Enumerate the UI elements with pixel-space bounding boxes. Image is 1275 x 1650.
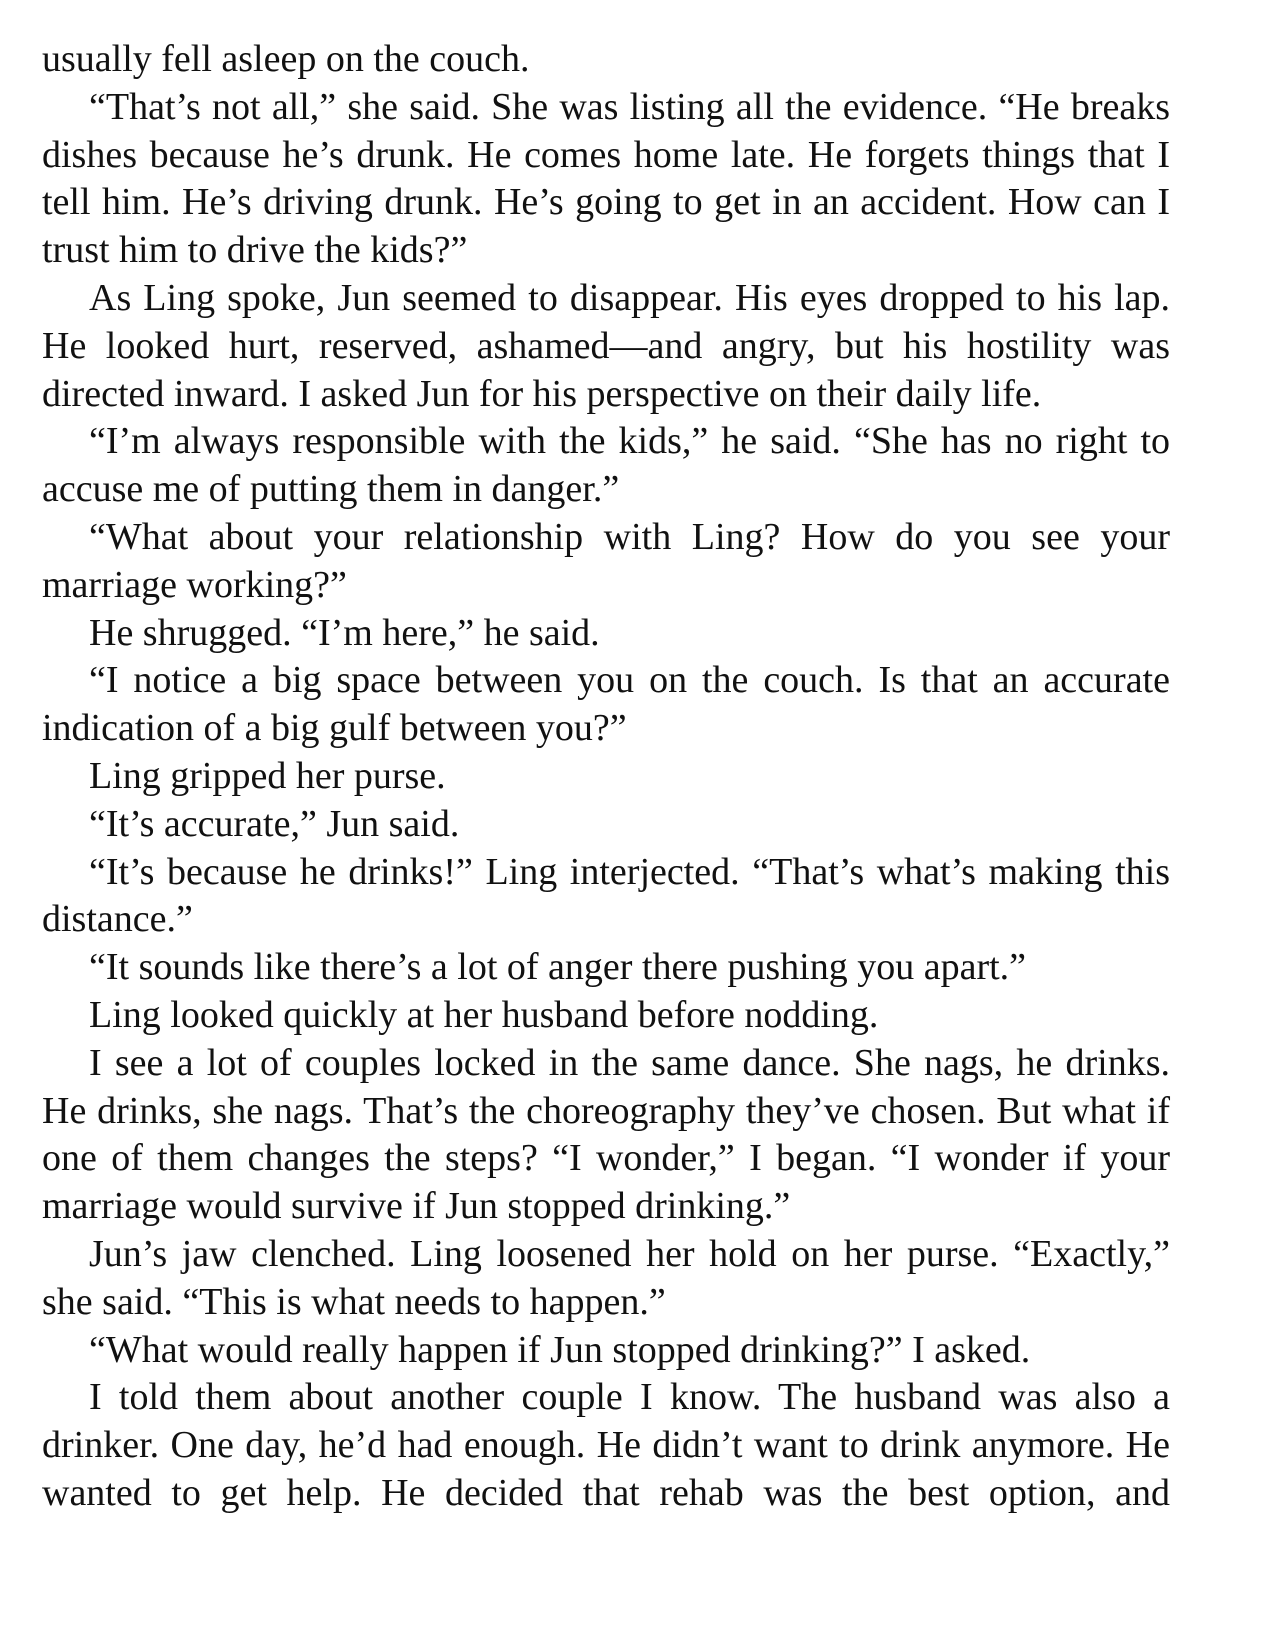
paragraph-6: He shrugged. “I’m here,” he said. bbox=[89, 611, 600, 654]
paragraph-16: I told them about another couple I know. The husband was also a drinker. One day, he’d had enough. He didn’t want to drink anymore. He wanted to get help. He decided that rehab was the best option, and bbox=[42, 1376, 1170, 1514]
paragraph-3: As Ling spoke, Jun seemed to disappear. His eyes dropped to his lap. He looked hurt, reserved, ashamed—and angry, but his hostility was directed inward. I asked Jun for his perspective on their daily life. bbox=[42, 276, 1170, 415]
paragraph-7: “I notice a big space between you on the couch. Is that an accurate indication of a big gulf between you?” bbox=[42, 659, 1170, 750]
paragraph-10: “It’s because he drinks!” Ling interjected. “That’s what’s making this distance.” bbox=[42, 850, 1170, 941]
paragraph-9: “It’s accurate,” Jun said. bbox=[89, 802, 460, 845]
paragraph-13: I see a lot of couples locked in the same dance. She nags, he drinks. He drinks, she nags. That’s the choreography they’ve chosen. But what if one of them changes the steps? “I wonder,” I began. “I wonder if your marriage would survive if Jun stopped drinking.” bbox=[42, 1041, 1170, 1228]
paragraph-2: “That’s not all,” she said. She was listing all the evidence. “He breaks dishes because he’s drunk. He comes home late. He forgets things that I tell him. He’s driving drunk. He’s going to get in an accident. How can I trust him to drive the kids?” bbox=[42, 85, 1170, 272]
book-page bbox=[42, 36, 1170, 1518]
paragraph-1: usually fell asleep on the couch. bbox=[42, 38, 530, 80]
paragraph-15: “What would really happen if Jun stopped drinking?” I asked. bbox=[89, 1328, 1031, 1371]
paragraph-4: “I’m always responsible with the kids,” he said. “She has no right to accuse me of putting them in danger.” bbox=[42, 420, 1170, 511]
paragraph-12: Ling looked quickly at her husband before nodding. bbox=[89, 993, 879, 1036]
paragraph-14: Jun’s jaw clenched. Ling loosened her hold on her purse. “Exactly,” she said. “This is what needs to happen.” bbox=[42, 1232, 1170, 1323]
paragraph-5: “What about your relationship with Ling? How do you see your marriage working?” bbox=[42, 515, 1170, 606]
paragraph-8: Ling gripped her purse. bbox=[89, 754, 446, 797]
paragraph-11: “It sounds like there’s a lot of anger there pushing you apart.” bbox=[89, 946, 1027, 989]
